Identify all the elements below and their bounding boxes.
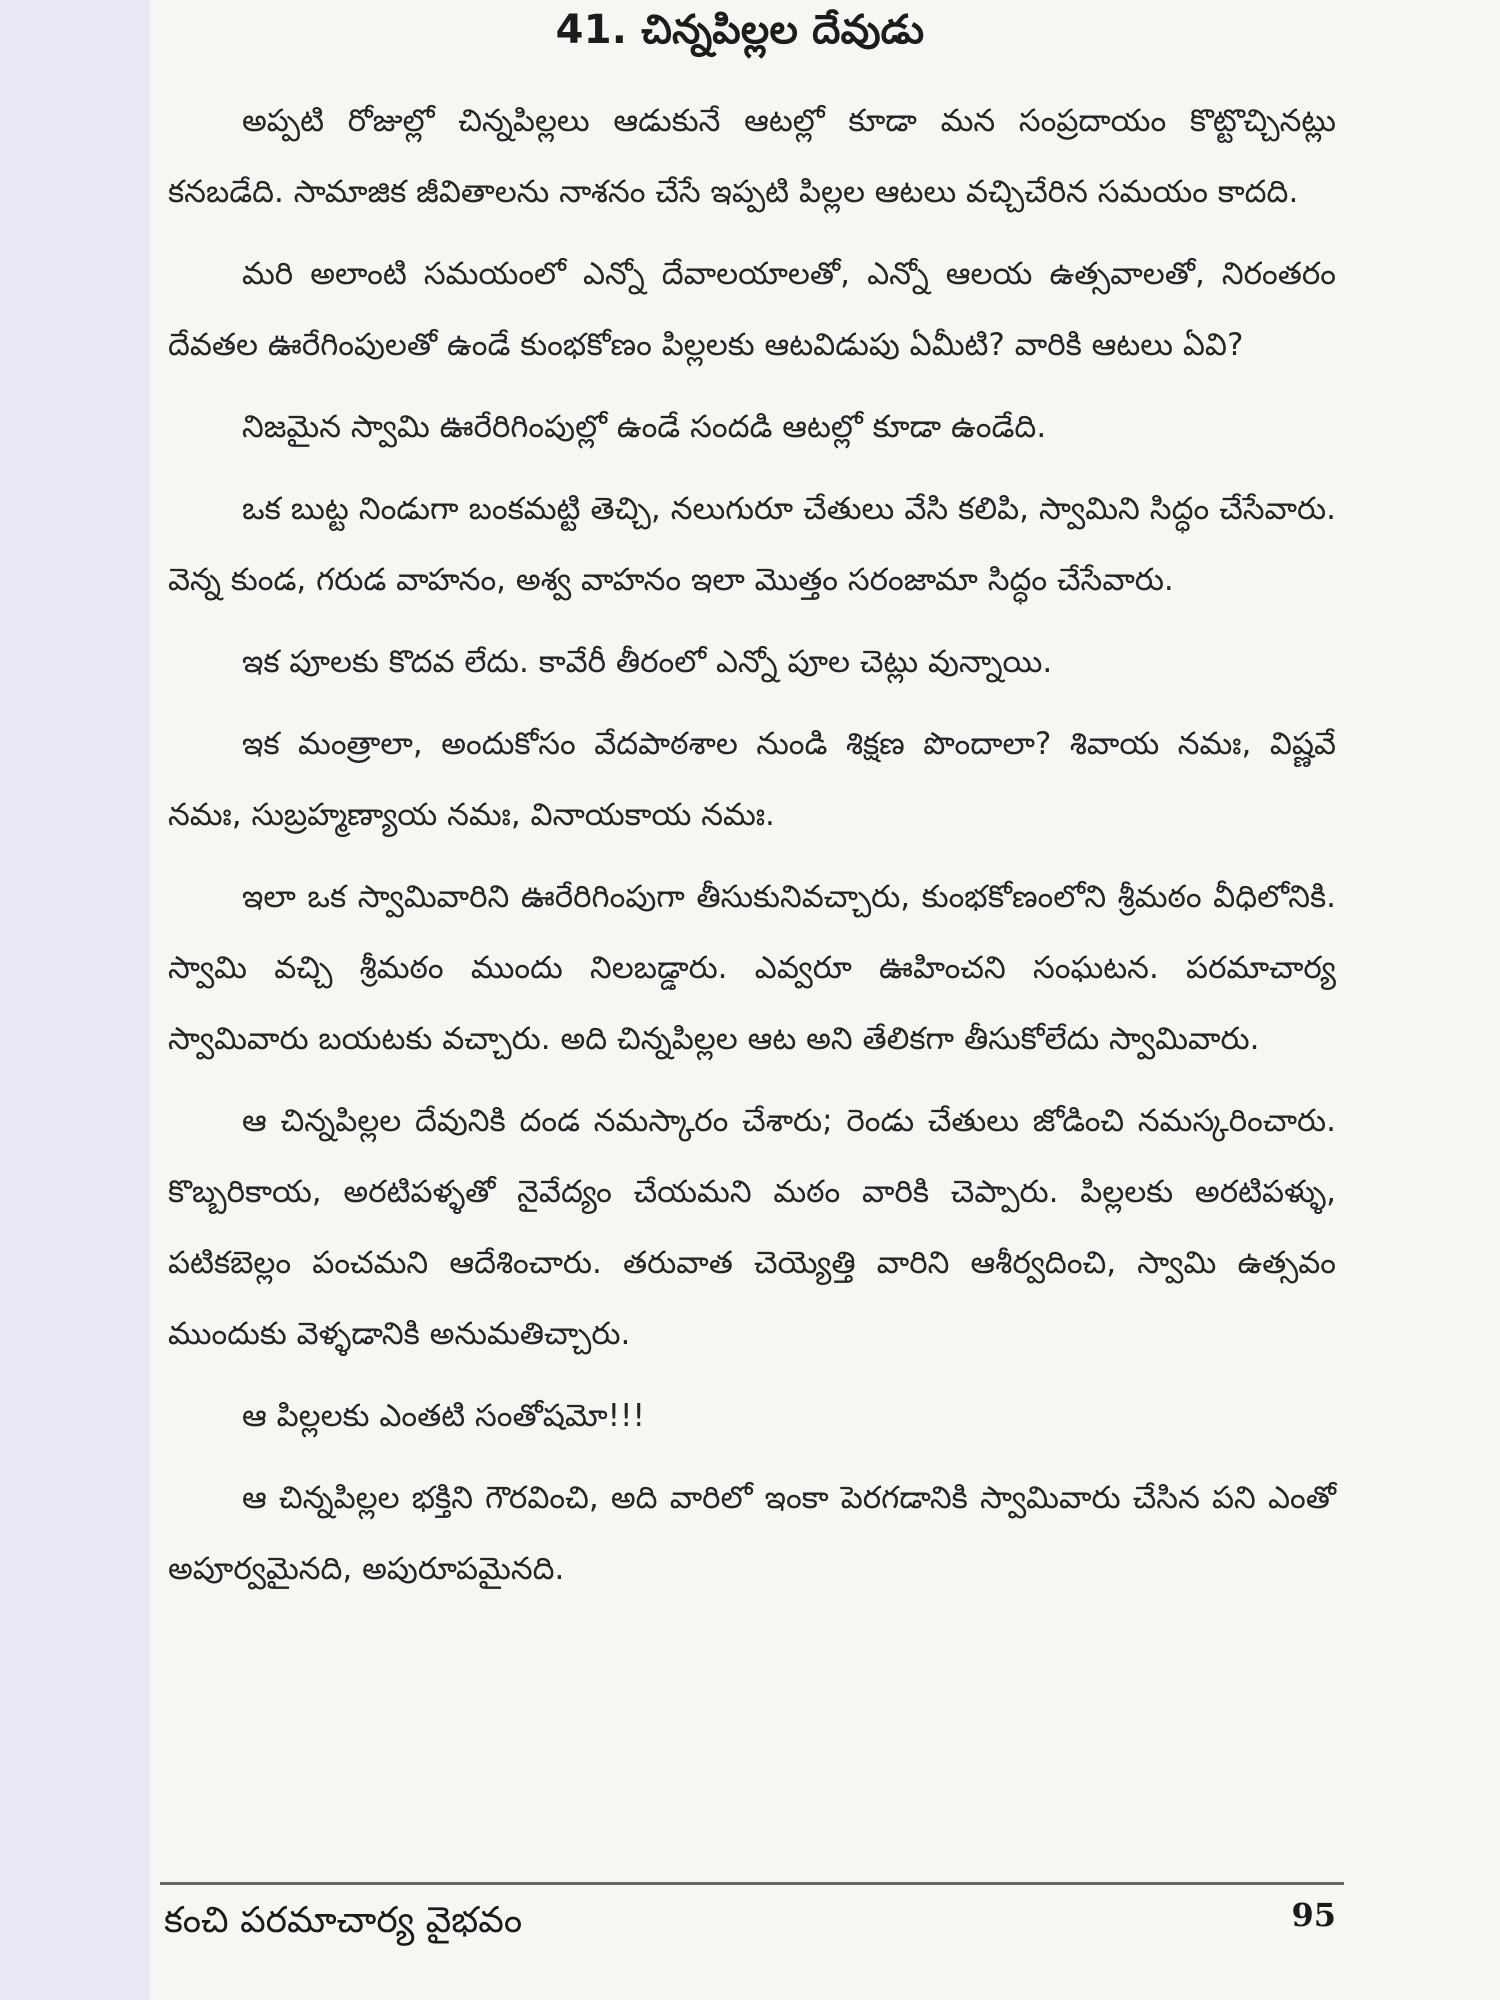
paragraph-3: నిజమైన స్వామి ఊరేరిగింపుల్లో ఉండే సందడి ఆటల్లో కూడా ఉండేది. xyxy=(242,409,1047,445)
paragraph-7: ఇలా ఒక స్వామివారిని ఊరేరిగింపుగా తీసుకునివచ్చారు, కుంభకోణంలోని శ్రీమఠం వీధిలోనికి. స్వామి వచ్చి శ్రీమఠం ముందు నిలబడ్డారు. ఎవ్వరూ ఊహించని సంఘటన. పరమాచార్య స్వామివారు బయటకు వచ్చారు. అది చిన్నపిల్లల ఆట అని తేలికగా తీసుకోలేదు స్వామివారు. xyxy=(168,879,1336,1057)
paragraph-10: ఆ చిన్నపిల్లల భక్తిని గౌరవించి, అది వారిలో ఇంకా పెరగడానికి స్వామివారు చేసిన పని ఎంతో అపూర్వమైనది, అపురూపమైనది. xyxy=(168,1480,1336,1587)
paragraph-9: ఆ పిల్లలకు ఎంతటి సంతోషమో!!! xyxy=(242,1398,645,1434)
book-title-footer: కంచి పరమాచార్య వైభవం xyxy=(164,1900,523,1941)
paragraph-4: ఒక బుట్ట నిండుగా బంకమట్టి తెచ్చి, నలుగురూ చేతులు వేసి కలిపి, స్వామిని సిద్ధం చేసేవారు. వెన్న కుండ, గరుడ వాహనం, అశ్వ వాహనం ఇలా మొత్తం సరంజామా సిద్ధం చేసేవారు. xyxy=(168,491,1336,598)
paragraph-5: ఇక పూలకు కొదవ లేదు. కావేరీ తీరంలో ఎన్నో పూల చెట్లు వున్నాయి. xyxy=(242,644,1053,680)
paragraph-2: మరి అలాంటి సమయంలో ఎన్నో దేవాలయాలతో, ఎన్నో ఆలయ ఉత్సవాలతో, నిరంతరం దేవతల ఊరేగింపులతో ఉండే కుంభకోణం పిల్లలకు ఆటవిడుపు ఏమీటి? వారికి ఆటలు ఏవి? xyxy=(168,256,1336,363)
chapter-title: 41. చిన్నపిల్లల దేవుడు xyxy=(555,7,925,53)
paragraph-8: ఆ చిన్నపిల్లల దేవునికి దండ నమస్కారం చేశారు; రెండు చేతులు జోడించి నమస్కరించారు. కొబ్బరికాయ, అరటిపళ్ళతో నైవేద్యం చేయమని మఠం వారికి చెప్పారు. పిల్లలకు అరటిపళ్ళు, పటికబెల్లం పంచమని ఆదేశించారు. తరువాత చెయ్యెత్తి వారిని ఆశీర్వదించి, స్వామి ఉత్సవం ముందుకు వెళ్ళడానికి అనుమతిచ్చారు. xyxy=(168,1103,1336,1352)
chapter-body xyxy=(168,86,1336,1616)
paragraph-6: ఇక మంత్రాలా, అందుకోసం వేదపాఠశాల నుండి శిక్షణ పొందాలా? శివాయ నమః, విష్ణవే నమః, సుబ్రహ్మణ్యాయ నమః, వినాయకాయ నమః. xyxy=(168,726,1336,833)
page-number: 95 xyxy=(1291,1896,1336,1934)
paragraph-1: అప్పటి రోజుల్లో చిన్నపిల్లలు ఆడుకునే ఆటల్లో కూడా మన సంప్రదాయం కొట్టొచ్చినట్లు కనబడేది. సామాజిక జీవితాలను నాశనం చేసే ఇప్పటి పిల్లల ఆటలు వచ్చిచేరిన సమయం కాదది. xyxy=(168,103,1336,210)
page-left-margin xyxy=(0,0,150,2000)
footer-rule xyxy=(160,1882,1344,1885)
book-page xyxy=(150,0,1500,2000)
